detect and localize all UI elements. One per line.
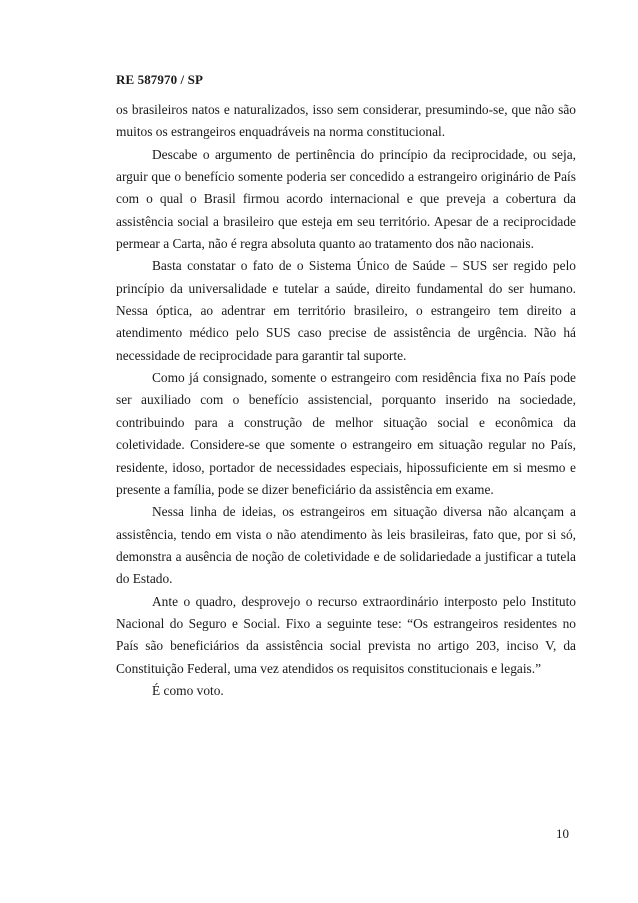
document-body: [116, 99, 576, 702]
page-number: 10: [556, 826, 569, 841]
paragraph-4: Como já consignado, somente o estrangeiro com residência fixa no País pode ser auxiliado com o benefício assistencial, porquanto inserido na sociedade, contribuindo para a construção de melhor situação social e econômica da coletividade. Considere-se que somente o estrangeiro em situação regular no País, residente, idoso, portador de necessidades especiais, hipossuficiente em si mesmo e presente a família, pode se dizer beneficiário da assistência em exame.: [116, 370, 576, 497]
paragraph-7: É como voto.: [152, 682, 224, 698]
paragraph-2: Descabe o argumento de pertinência do princípio da reciprocidade, ou seja, arguir que o benefício somente poderia ser concedido a estrangeiro originário de País com o qual o Brasil firmou acordo internacional e que preveja a cobertura da assistência social a brasileiro que esteja em seu território. Apesar de a reciprocidade permear a Carta, não é regra absoluta quanto ao tratamento dos não nacionais.: [116, 146, 576, 252]
paragraph-5: Nessa linha de ideias, os estrangeiros em situação diversa não alcançam a assistência, tendo em vista o não atendimento às leis brasileiras, fato que, por si só, demonstra a ausência de noção de coletividade e de solidariedade a justificar a tutela do Estado.: [116, 504, 576, 587]
paragraph-1: os brasileiros natos e naturalizados, isso sem considerar, presumindo-se, que não são muitos os estrangeiros enquadráveis na norma constitucional.: [116, 102, 576, 140]
paragraph-3: Basta constatar o fato de o Sistema Único de Saúde – SUS ser regido pelo princípio da universalidade e tutelar a saúde, direito fundamental do ser humano. Nessa óptica, ao adentrar em território brasileiro, o estrangeiro tem direito a atendimento médico pelo SUS caso precise de assistência de urgência. Não há necessidade de reciprocidade para garantir tal suporte.: [116, 258, 576, 363]
case-reference: RE 587970 / SP: [116, 72, 203, 87]
paragraph-6: Ante o quadro, desprovejo o recurso extraordinário interposto pelo Instituto Nacional do Seguro e Social. Fixo a seguinte tese: “Os estrangeiros residentes no País são beneficiários da assistência social prevista no artigo 203, inciso V, da Constituição Federal, uma vez atendidos os requisitos constitucionais e legais.”: [116, 593, 576, 676]
